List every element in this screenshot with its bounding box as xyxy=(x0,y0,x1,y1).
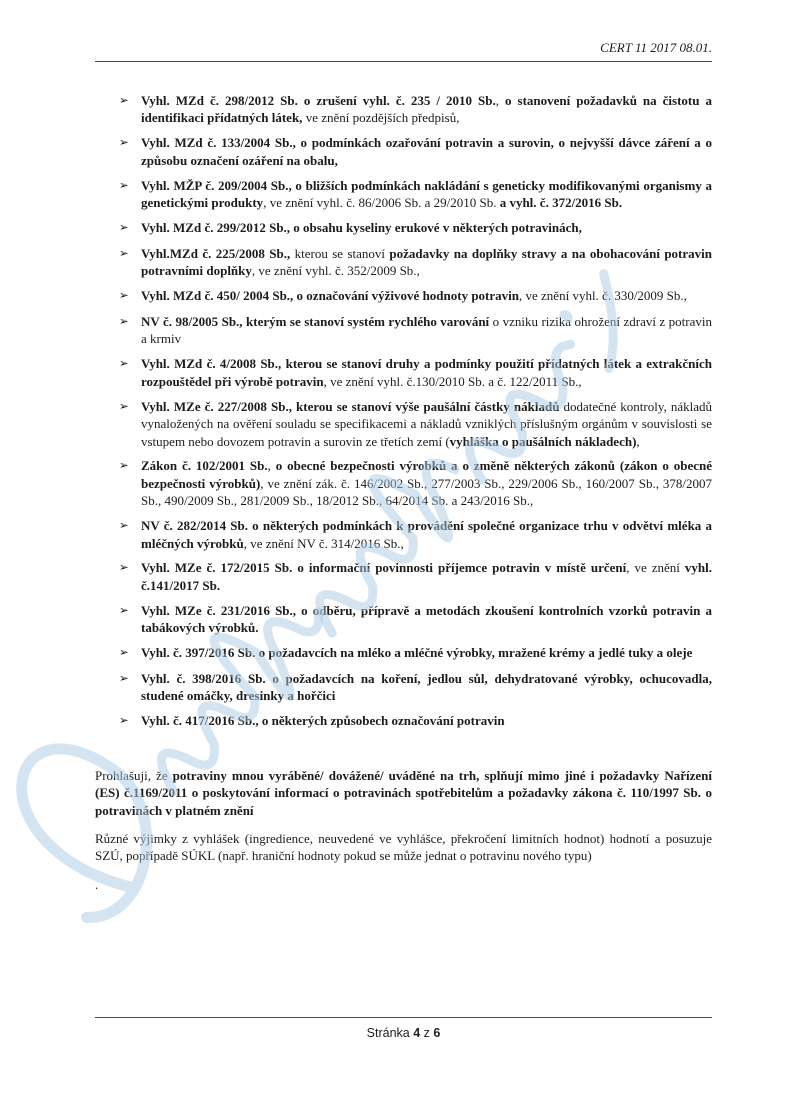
list-item xyxy=(119,245,712,280)
bullet-arrow-icon: ➢ xyxy=(119,221,129,234)
bullet-arrow-icon: ➢ xyxy=(119,358,129,371)
bullet-arrow-icon: ➢ xyxy=(119,562,129,575)
list-item-text xyxy=(141,644,712,662)
plain-text: Stránka xyxy=(366,1026,414,1040)
bold-text: potraviny mnou vyráběné/ dovážené/ uváděné na trh, splňují mimo jiné i požadavky Nařízení (ES) č.1169/2011 o poskytování informací o potravinách spotřebitelům a požadavky zákona č. 110/1997 Sb. o potravinách v platném znění xyxy=(95,767,712,818)
list-item-text xyxy=(141,398,712,450)
plain-text: , xyxy=(636,433,640,449)
exceptions-paragraph xyxy=(95,830,712,865)
bold-text: 4 xyxy=(413,1026,421,1040)
bullet-arrow-icon: ➢ xyxy=(119,95,129,107)
bold-text: Vyhl. MZd č. 299/2012 Sb., o obsahu kyseliny erukové v některých potravinách, xyxy=(141,219,582,235)
list-item xyxy=(119,177,712,212)
list-item xyxy=(119,670,712,705)
bold-text: Vyhl. MZe č. 231/2016 Sb., o odběru, přípravě a metodách zkoušení kontrolních vzorků potravin a tabákových výrobků. xyxy=(141,602,712,636)
list-item xyxy=(119,355,712,390)
list-item-text xyxy=(141,92,712,127)
bold-text: Vyhl. MZd č. 450/ 2004 Sb., o označování výživové hodnoty potravin xyxy=(141,288,520,304)
bold-text: Vyhl. MŽP č. 209/2004 Sb., o bližších podmínkách nakládání s geneticky modifikovanými organismy a genetickými produkty xyxy=(141,177,712,211)
bold-text: Vyhl. č. 398/2016 Sb. o požadavcích na koření, jedlou sůl, dehydratované výrobky, ochucovadla, studené omáčky, dresinky a hořčici xyxy=(141,670,712,704)
plain-text: , ve znění zák. č. 146/2002 Sb., 277/2003 Sb., 229/2006 Sb., 160/2007 Sb., 378/2007 Sb., 490/2009 Sb., 281/2009 Sb., 18/2012 Sb., 64/2014 Sb. a 243/2016 Sb., xyxy=(141,475,713,509)
plain-text: ve znění pozdějších předpisů, xyxy=(302,110,460,126)
plain-text: kterou se stanoví xyxy=(290,245,390,261)
list-item-text xyxy=(141,517,712,552)
bullet-arrow-icon: ➢ xyxy=(119,179,129,192)
list-item xyxy=(119,313,712,348)
bold-text: Vyhl. č. 417/2016 Sb., o některých způsobech označování potravin xyxy=(141,713,505,729)
list-item-text xyxy=(141,457,712,509)
list-item xyxy=(119,219,712,237)
bullet-arrow-icon: ➢ xyxy=(119,460,129,473)
bullet-arrow-icon: ➢ xyxy=(119,316,129,329)
list-item-text xyxy=(141,602,712,637)
footer xyxy=(95,1017,712,1040)
list-item xyxy=(119,134,712,169)
bullet-arrow-icon: ➢ xyxy=(119,290,129,303)
bold-text: Vyhl.MZd č. 225/2008 Sb., xyxy=(141,245,291,261)
bold-text: Vyhl. MZd č. 298/2012 Sb. o zrušení vyhl. č. 235 / 2010 Sb. xyxy=(141,93,496,108)
bold-text: vyhláška o paušálních nákladech) xyxy=(449,433,637,449)
bullet-arrow-icon: ➢ xyxy=(119,247,129,260)
bullet-arrow-icon: ➢ xyxy=(119,400,129,413)
list-item-text xyxy=(141,712,712,730)
plain-text: z xyxy=(420,1026,434,1040)
bullet-arrow-icon: ➢ xyxy=(119,647,129,660)
bold-text: o stanovení požadavků na čistotu a identifikaci přídatných látek, xyxy=(141,93,713,126)
bold-text: NV č. 98/2005 Sb., kterým se stanoví systém rychlého varování xyxy=(141,314,490,330)
bullet-arrow-icon: ➢ xyxy=(119,715,129,728)
list-item-text xyxy=(141,245,712,280)
list-item-text xyxy=(141,134,712,169)
plain-text: o vzniku rizika ohrožení zdraví z potravin a krmiv xyxy=(141,314,712,347)
list-item-text xyxy=(141,219,712,237)
list-item xyxy=(119,92,712,127)
list-item xyxy=(119,457,712,509)
bold-text: a vyhl. č. 372/2016 Sb. xyxy=(499,195,623,211)
bold-text: NV č. 282/2014 Sb. o některých podmínkách k provádění společné organizace trhu v odvětví mléka a mléčných výrobků xyxy=(141,518,712,551)
bullet-arrow-icon: ➢ xyxy=(119,520,129,533)
page-content xyxy=(95,92,712,904)
list-item xyxy=(119,287,712,305)
bold-text: Vyhl. MZe č. 172/2015 Sb. o informační povinnosti příjemce potravin v místě určení xyxy=(141,560,627,576)
page-number-text xyxy=(367,1026,441,1040)
plain-text: Různé výjimky z vyhlášek (ingredience, neuvedené ve vyhlášce, překročení limitních hodnot) hodnotí a posuzuje SZÚ, popřípadě SÚKL (např. hraniční hodnoty pokud se může jednat o potravinu nového typu) xyxy=(95,830,712,864)
header-title: CERT 11 2017 08.01. xyxy=(600,40,712,55)
list-item xyxy=(119,644,712,662)
list-item xyxy=(119,398,712,450)
plain-text: . xyxy=(95,876,99,892)
list-item xyxy=(119,517,712,552)
list-item-text xyxy=(141,670,712,705)
bullet-arrow-icon: ➢ xyxy=(119,672,129,685)
list-item-text xyxy=(141,355,712,390)
list-item-text xyxy=(141,313,712,348)
bold-text: požadavky na doplňky stravy a na obohacování potravin potravními doplňky xyxy=(141,245,713,279)
bold-text: 6 xyxy=(433,1026,441,1040)
bold-text: Vyhl. MZd č. 4/2008 Sb., kterou se stanoví druhy a podmínky použití přídatných látek a extrakčních rozpouštědel při výrobě potravin xyxy=(141,356,712,389)
plain-text: , xyxy=(495,93,505,108)
plain-text: dodatečné kontroly, nákladů vynaložených na ověření souladu se specifikacemi a nákladů vzniklých příslušným orgánům v souvislosti se vstupem nebo dovozem potravin a surovin ze třetích zemí ( xyxy=(141,398,713,449)
plain-text: , ve znění vyhl. č. 352/2009 Sb., xyxy=(251,263,420,279)
list-item xyxy=(119,559,712,594)
plain-text: Prohlašuji, že xyxy=(95,767,173,783)
bold-text: Vyhl. MZd č. 133/2004 Sb., o podmínkách ozařování potravin a surovin, o nejvyšší dávce záření a o způsobu označení ozáření na obalu, xyxy=(141,135,712,168)
bold-text: Vyhl. č. 397/2016 Sb. o požadavcích na mléko a mléčné výrobky, mražené krémy a jedlé tuky a oleje xyxy=(141,645,693,661)
bold-text: o obecné bezpečnosti výrobků a o změně některých zákonů (zákon o obecné bezpečnosti výrobků) xyxy=(141,458,712,491)
list-item xyxy=(119,712,712,730)
plain-text: , ve znění vyhl. č. 330/2009 Sb., xyxy=(519,288,687,304)
bullet-arrow-icon: ➢ xyxy=(119,137,129,150)
list-item-text xyxy=(141,287,712,305)
list-item xyxy=(119,602,712,637)
plain-text: , ve znění vyhl. č.130/2010 Sb. a č. 122/2011 Sb., xyxy=(323,373,582,389)
period-paragraph xyxy=(95,876,712,893)
list-item-text xyxy=(141,177,712,212)
plain-text: , ve znění NV č. 314/2016 Sb., xyxy=(243,535,404,551)
regulations-list xyxy=(119,92,712,731)
bold-text: Zákon č. 102/2001 Sb. xyxy=(141,458,268,474)
bold-text: vyhl. č.141/2017 Sb. xyxy=(141,560,712,593)
plain-text: , xyxy=(267,458,276,474)
bold-text: Vyhl. MZe č. 227/2008 Sb., kterou se stanoví výše paušální částky nákladů xyxy=(141,398,560,414)
header xyxy=(95,40,712,62)
declaration-paragraph xyxy=(95,767,712,819)
bullet-arrow-icon: ➢ xyxy=(119,604,129,617)
plain-text: , ve znění xyxy=(626,560,685,576)
plain-text: , ve znění vyhl. č. 86/2006 Sb. a 29/2010 Sb. xyxy=(263,195,500,211)
list-item-text xyxy=(141,559,712,594)
